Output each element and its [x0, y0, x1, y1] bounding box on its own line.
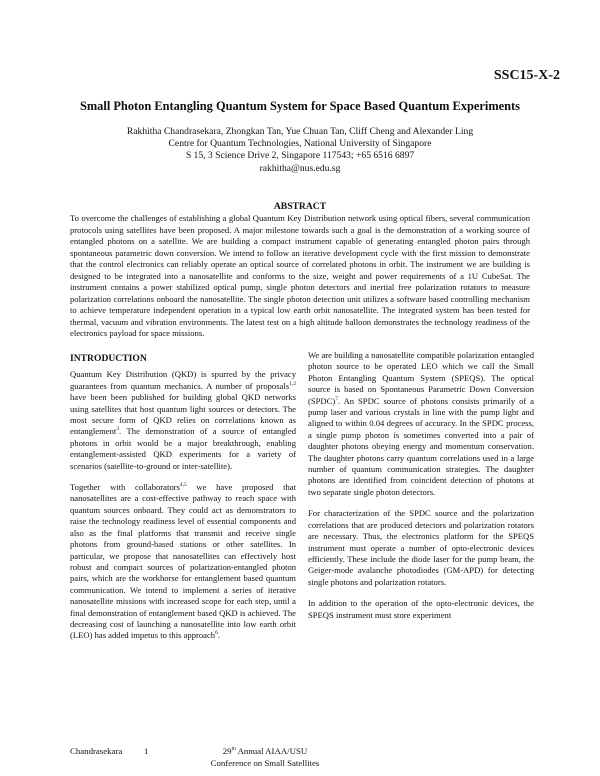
conference-ordinal: 29: [222, 746, 232, 756]
intro-p1-text-c: . The demonstration of a source of entangled photons in orbit would be a major breakthrough, enabling entanglement-assisted QKD experiments for a variety of scenarios (satellite-to-ground or inter-satellite).: [70, 426, 296, 471]
intro-p3-text-b: . An SPDC source of photons consists primarily of a pump laser and various crystals in line with the pump light and aligned to within 0.04 degrees of accuracy. In the SPDC process, a single pump photon is sometimes converted into a pair of daughter photons obeying energy and momentum conservation. The daughter photons carry quantum correlations used in a large number of quantum communication strategies. The daughter photons are identified from coincident detection of photons at two separate single photon detectors.: [308, 395, 534, 497]
paper-title: Small Photon Entangling Quantum System for Space Based Quantum Experiments: [79, 99, 521, 113]
conference-line-1: Annual AIAA/USU: [235, 746, 308, 756]
author-block: [0, 126, 600, 175]
intro-paragraph-5: In addition to the operation of the opto-electronic devices, the SPEQS instrument must store experiment: [308, 598, 534, 620]
left-column: [70, 353, 296, 652]
intro-p1-text-a: Quantum Key Distribution (QKD) is spurred by the privacy guarantees from quantum mechanics. A number of proposals: [70, 369, 296, 391]
footer-conference-line-1: [160, 746, 370, 758]
intro-p1-text-b: have been been published for building global QKD networks using satellites that host quantum light sources or detectors. The most secure form of QKD relies on correlations known as entanglement: [70, 392, 296, 437]
intro-paragraph-3: [308, 350, 534, 498]
citation-ref: 7: [335, 395, 338, 402]
intro-paragraph-1: [70, 369, 296, 472]
intro-p2-text-b: we have proposed that nanosatellites are a cost-effective pathway to reach space with quantum sources onboard. They could act as demonstrators to raise the technology readiness level of essential components and also as the final platforms that transmit and receive single photons from ground-based stations or other satellites. In particular, we propose that nanosatellites can effectively host robust and compact sources of polarization-entangled photon pairs, which are the workhorse for entanglement based quantum communication. We intend to implement a series of iterative nanosatellite missions with increased scope for each step, until a final demonstration of entanglement based QKD is achieved. The decreasing cost of launching a nanosatellite into low earth orbit (LEO) has added impetus to this approach: [70, 482, 296, 641]
section-heading-introduction: INTRODUCTION: [70, 353, 147, 364]
citation-ref: 6: [215, 630, 218, 637]
intro-paragraph-4: For characterization of the SPDC source and the polarization correlations that are produced detectors and polarization rotators are necessary. Thus, the electronics platform for the SPEQS instrument must operate a number of opto-electronic devices efficiently. These include the diode laser for the pump beam, the Geiger-mode avalanche photodiodes (GM-APD) for detecting single photons and polarization rotators.: [308, 508, 534, 587]
abstract-heading: ABSTRACT: [273, 201, 327, 212]
author-address: S 15, 3 Science Drive 2, Singapore 117543; +65 6516 6897: [185, 150, 415, 162]
page-footer: [70, 746, 430, 776]
intro-paragraph-2: [70, 482, 296, 642]
page-number: 1: [144, 746, 149, 756]
footer-author: Chandrasekara: [70, 746, 123, 756]
conference-line-2: Conference on Small Satellites: [210, 757, 320, 768]
citation-ref: 1,2: [289, 380, 296, 387]
right-column: [308, 350, 534, 631]
footer-conference: [160, 746, 370, 769]
citation-ref: 4,5: [179, 482, 187, 489]
intro-p3-text-a: We are building a nanosatellite compatible polarization entangled photon source to be operated LEO which we call the Small Photon Entangling Quantum System (SPEQS). The optical source is based on Spontaneous Parametric Down Conversion (SPDC): [308, 350, 534, 406]
intro-p2-text-c: .: [217, 630, 221, 641]
author-affiliation: Centre for Quantum Technologies, National University of Singapore: [168, 138, 432, 150]
paper-id: SSC15-X-2: [493, 68, 560, 83]
author-email: rakhitha@nus.edu.sg: [259, 162, 341, 174]
citation-ref: 3: [116, 426, 120, 433]
abstract-text: To overcome the challenges of establishing a global Quantum Key Distribution network using optical fibers, several communication protocols using satellites have been proposed. A major milestone towards such a goal is the demonstration of a working source of entangled photons on a satellite. We are building a compact instrument capable of generating entangled photon pairs through spontaneous parametric down conversion. We intend to follow an iterative development cycle with the first mission to demonstrate that the control electronics can reliably operate an optical source of correlated photons in orbit. The instrument we are building is designed to be integrated into a nanosatellite and conforms to the size, weight and power requirements of a 1U CubeSat. The instrument contains a power stabilized optical pump, single photon detectors and inertial free polarization rotators to measure polarization correlations onboard the nanosatellite. The single photon detection unit utilizes a software based controlling mechanism to achieve temperature independent operation in a typical low earth orbit nanosatellite. The integrated system has been tested for thermal, vacuum and vibration environments. The latest test on a high altitude balloon demonstrates the technology readiness of the electronics payload for space missions.: [70, 213, 530, 338]
author-names: Rakhitha Chandrasekara, Zhongkan Tan, Yue Chuan Tan, Cliff Cheng and Alexander Ling: [126, 126, 474, 137]
conference-ordinal-suffix: th: [231, 746, 236, 753]
intro-p2-text-a: Together with collaborators: [70, 482, 180, 493]
